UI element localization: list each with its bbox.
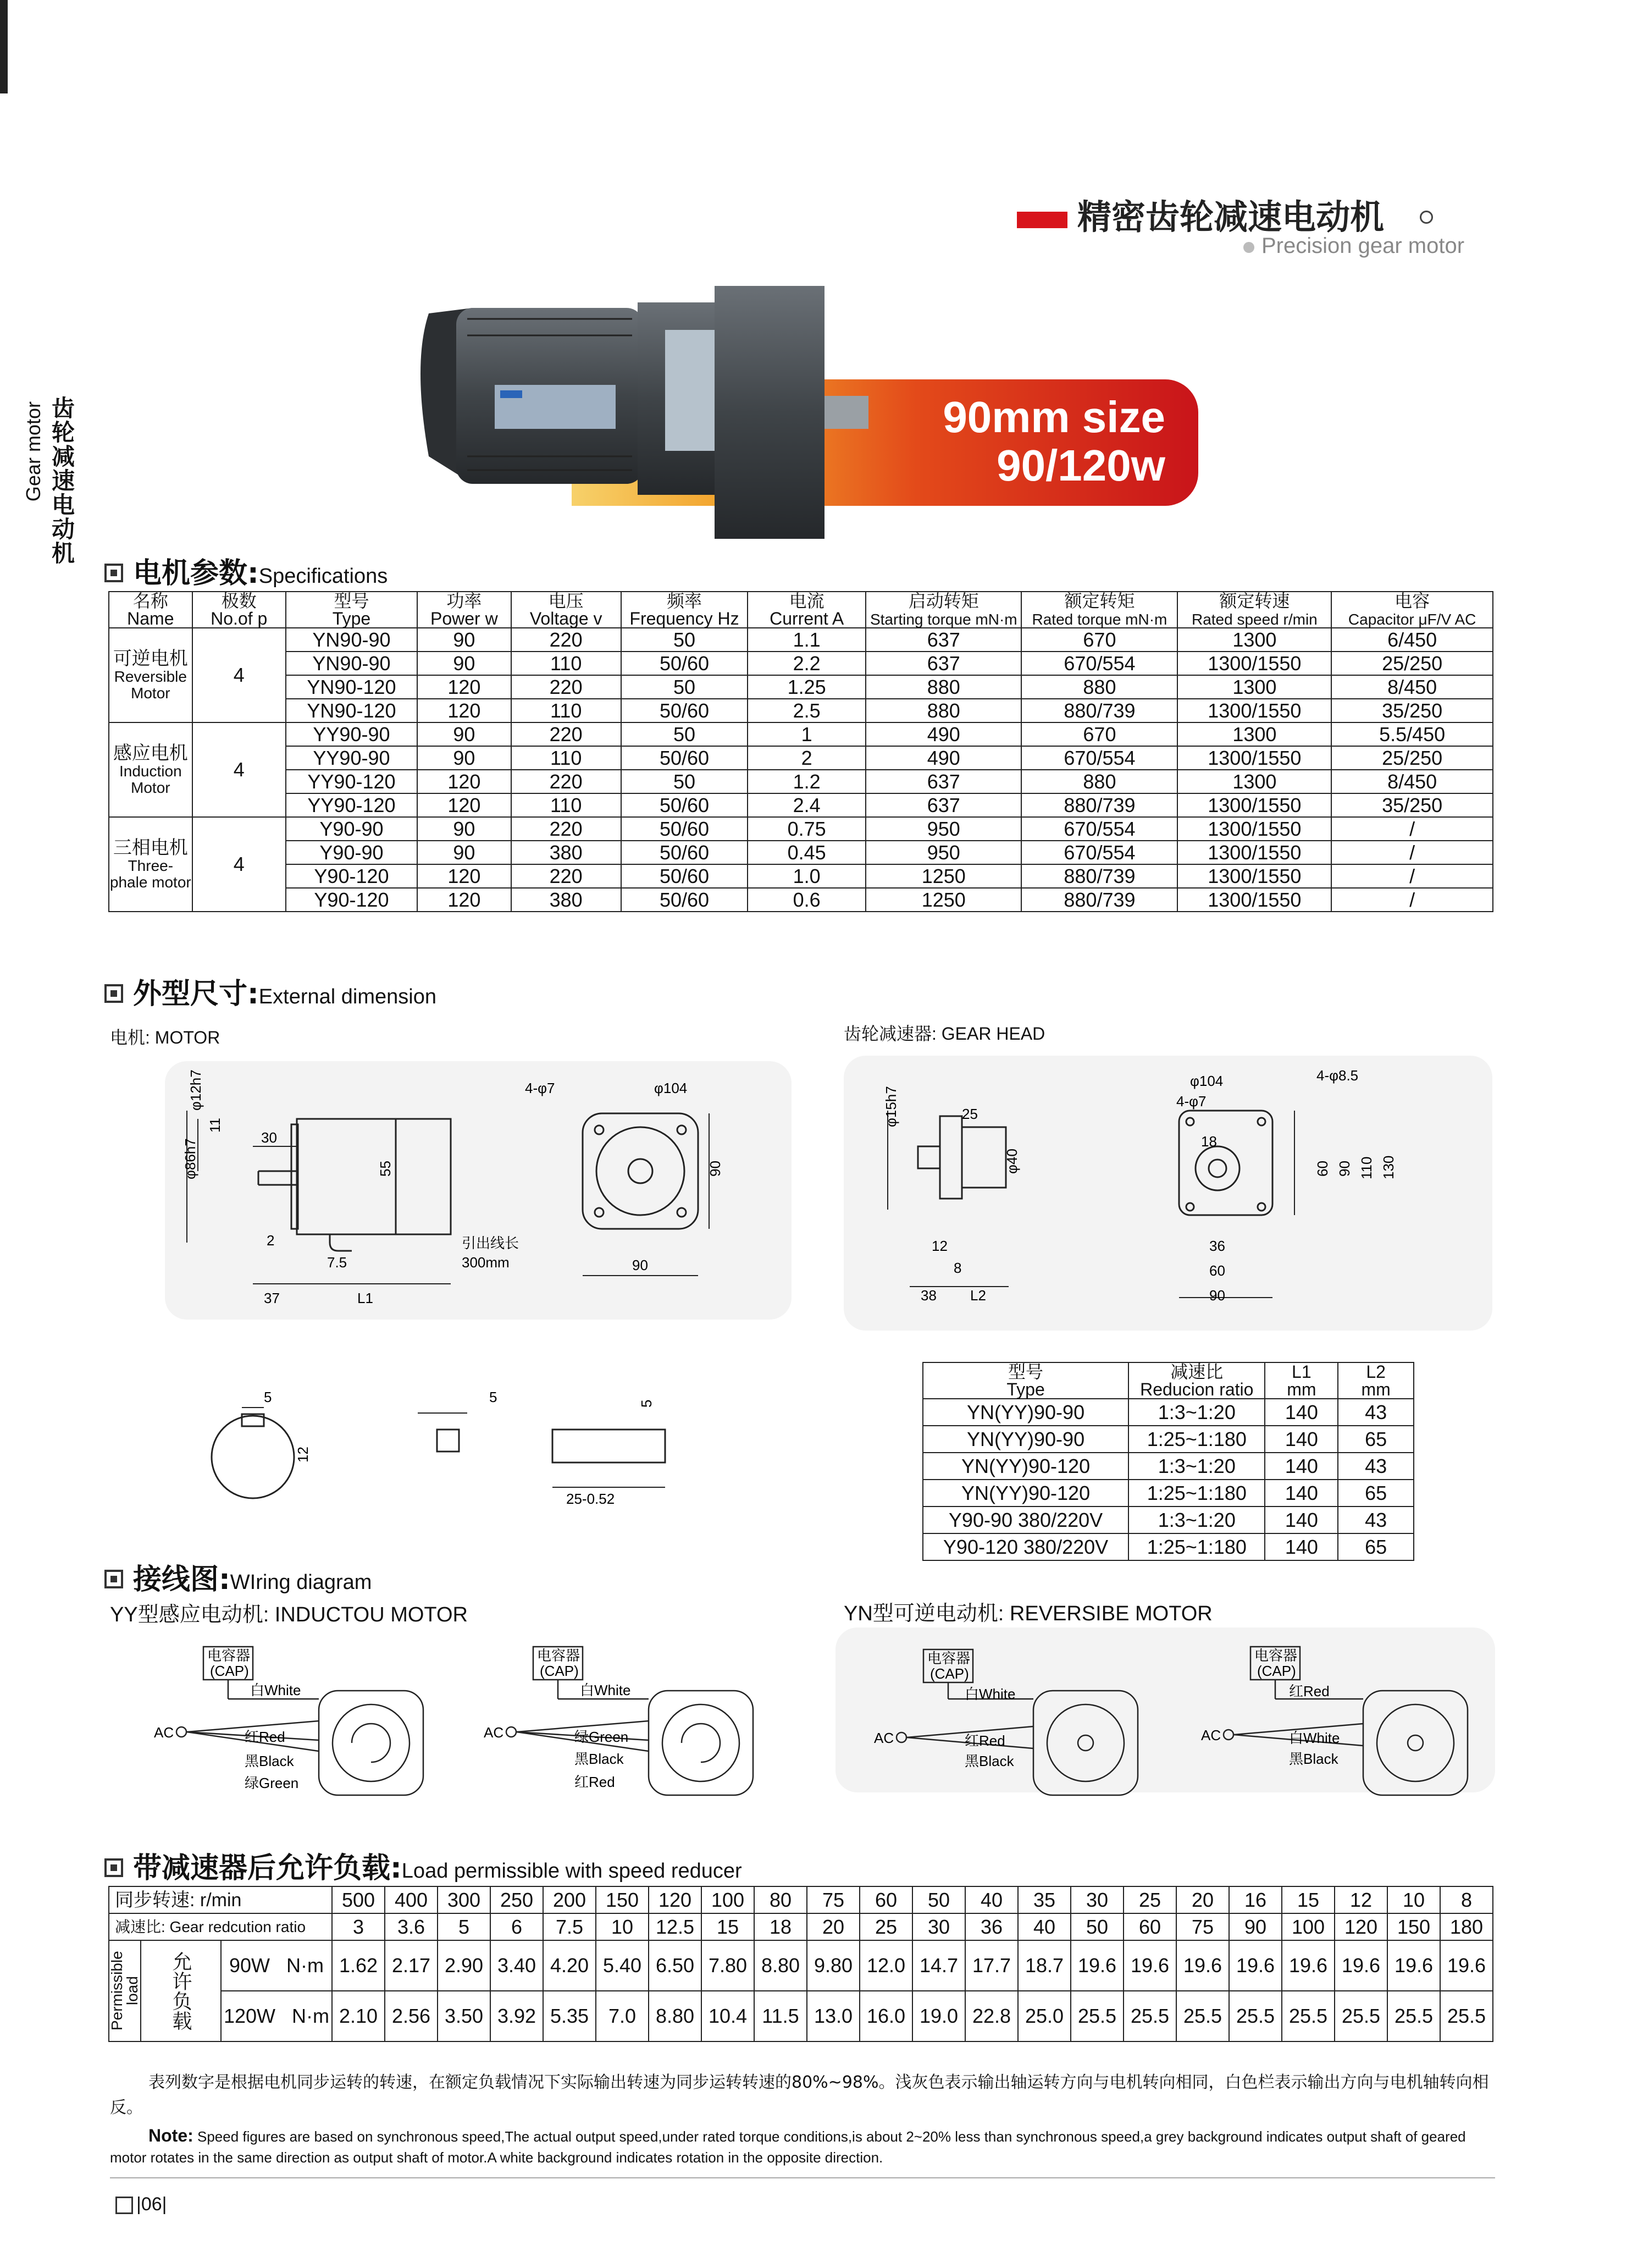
load-cell: 8.80: [754, 1940, 807, 1991]
wire-label: 白White: [1289, 1730, 1340, 1746]
ratio-cell: 90: [1229, 1913, 1282, 1940]
ratio-cell: 50: [1071, 1913, 1124, 1940]
spec-header-type: 型号 Type: [286, 592, 417, 628]
speed-cell: 15: [1282, 1886, 1335, 1913]
ratio-cell: 40: [1018, 1913, 1071, 1940]
spec-header-power: 功率 Power w: [417, 592, 511, 628]
ac-label: AC: [1201, 1727, 1221, 1743]
ratio-header-L1: L1 mm: [1265, 1362, 1338, 1399]
group-poles: 4: [192, 817, 286, 912]
section-bullet-icon: [104, 1858, 123, 1877]
speed-cell: 30: [1071, 1886, 1124, 1913]
mark-L1: L1: [357, 1290, 373, 1306]
table-row: YN(YY)90-120 1:3~1:20 140 43: [923, 1453, 1414, 1480]
section-external-dimension: [104, 970, 436, 1012]
note-en-block: [110, 2125, 1501, 2168]
spec-header-poles: 极数 No.of p: [192, 592, 286, 628]
load-cell: 8.80: [649, 1991, 701, 2041]
speed-cell: 250: [490, 1886, 543, 1913]
ac-label: AC: [154, 1724, 174, 1741]
table-row: Y90-120 380/220V 1:25~1:180 140 65: [923, 1533, 1414, 1560]
table-row: 感应电机 Induction Motor 4 YY90-90 90 220 50 1 490 670 1300 5.5/450: [109, 722, 1493, 746]
mark-hole: 4-φ7: [525, 1080, 555, 1096]
group-three-phase: 三相电机 Three-phale motor: [109, 817, 192, 912]
wire-label: 黑Black: [574, 1751, 624, 1767]
section-title-en: External dimension: [258, 985, 436, 1008]
ratio-header-type: 型号 Type: [923, 1362, 1128, 1399]
load-cell: 11.5: [754, 1991, 807, 2041]
note-zh: 表列数字是根据电机同步运转的转速，在额定负载情况下实际输出转速为同步运转转速的80%~98%。浅灰色表示输出轴运转方向与电机转向相同，白色栏表示输出方向与电机轴转向相反。: [110, 2073, 1489, 2117]
ratio-cell: 15: [701, 1913, 754, 1940]
section-bullet-icon: [104, 984, 123, 1003]
mark-25: 25: [962, 1106, 978, 1122]
yn-motor-title: YN型可逆电动机: REVERSIBE MOTOR: [844, 1602, 1213, 1625]
load-row-120w: [109, 1991, 1493, 2041]
mark-11: 11: [207, 1118, 223, 1133]
speed-cell: 60: [860, 1886, 912, 1913]
side-label-en: Gear motor: [22, 401, 45, 502]
speed-cell: 200: [543, 1886, 596, 1913]
wire-label: 红Red: [1289, 1683, 1330, 1699]
section-title-en: Specifications: [258, 565, 388, 588]
banner-size: 90mm size: [943, 393, 1165, 442]
speed-cell: 75: [807, 1886, 860, 1913]
header-title-en: Precision gear motor: [1261, 234, 1465, 258]
load-cell: 22.8: [965, 1991, 1018, 2041]
speed-row: [109, 1886, 1493, 1913]
spec-header-capacitor: 电容 Capacitor μF/V AC: [1331, 592, 1493, 628]
section-wiring-diagram: [104, 1556, 372, 1597]
ratio-cell: 20: [807, 1913, 860, 1940]
speed-cell: 80: [754, 1886, 807, 1913]
side-label-zh: 齿轮减速电动机: [48, 396, 75, 565]
footer-divider: [110, 2177, 1495, 2178]
table-row: YN(YY)90-90 1:25~1:180 140 65: [923, 1426, 1414, 1453]
page-edge-mark: [0, 0, 8, 93]
load-cell: 17.7: [965, 1940, 1018, 1991]
wire-label: 黑Black: [965, 1753, 1014, 1769]
load-cell: 2.17: [385, 1940, 438, 1991]
mark-18: 18: [1201, 1133, 1217, 1150]
mark-key-25: 25-0.52: [566, 1491, 615, 1507]
load-cell: 19.6: [1124, 1940, 1176, 1991]
mark-30: 30: [261, 1129, 277, 1146]
section-title-en: WIring diagram: [230, 1571, 372, 1594]
speed-cell: 10: [1387, 1886, 1440, 1913]
spec-header-rated-speed: 额定转速 Rated speed r/min: [1177, 592, 1331, 628]
spec-header-current: 电流 Current A: [748, 592, 866, 628]
ac-label: AC: [874, 1730, 894, 1746]
speed-cell: 150: [596, 1886, 649, 1913]
ratio-cell: 100: [1282, 1913, 1335, 1940]
load-cell: 19.6: [1071, 1940, 1124, 1991]
wire-label: 红Red: [965, 1732, 1005, 1749]
gear-motor-photo: [407, 275, 868, 561]
ratio-cell: 60: [1124, 1913, 1176, 1940]
speed-cell: 16: [1229, 1886, 1282, 1913]
mark-key-12: 12: [295, 1447, 311, 1463]
table-row: YY90-120 120 110 50/60 2.4 637 880/739 1300/1550 35/250: [109, 793, 1493, 817]
load-cell: 2.56: [385, 1991, 438, 2041]
speed-cell: 12: [1335, 1886, 1387, 1913]
load-cell: 25.5: [1335, 1991, 1387, 2041]
header-accent-bar: [1017, 212, 1067, 228]
ratio-cell: 3.6: [385, 1913, 438, 1940]
mark-38: 38: [921, 1287, 937, 1304]
cap-label-en: (CAP): [1257, 1663, 1296, 1679]
section-bullet-icon: [104, 564, 123, 582]
note-en-label: Note:: [148, 2126, 193, 2145]
table-row: YN90-120 120 110 50/60 2.5 880 880/739 1300/1550 35/250: [109, 699, 1493, 722]
table-row: Y90-90 90 380 50/60 0.45 950 670/554 1300/1550 /: [109, 841, 1493, 864]
ratio-cell: 75: [1176, 1913, 1229, 1940]
section-title-zh: 接线图:: [133, 1563, 230, 1596]
ratio-cell: 30: [912, 1913, 965, 1940]
cap-label-zh: 电容器: [1254, 1647, 1298, 1664]
load-cell: 25.5: [1440, 1991, 1493, 2041]
load-cell: 4.20: [543, 1940, 596, 1991]
mark-hole-8-5: 4-φ8.5: [1316, 1067, 1359, 1084]
load-cell: 19.6: [1282, 1940, 1335, 1991]
table-row: 三相电机 Three-phale motor 4 Y90-90 90 220 50/60 0.75 950 670/554 1300/1550 /: [109, 817, 1493, 841]
load-power-label: 90W N·m: [221, 1940, 332, 1991]
load-cell: 25.5: [1071, 1991, 1124, 2041]
spec-header-row: [109, 592, 1493, 628]
speed-cell: 400: [385, 1886, 438, 1913]
load-cell: 5.40: [596, 1940, 649, 1991]
ratio-header-ratio: 减速比 Reducion ratio: [1128, 1362, 1265, 1399]
speed-label: 同步转速: r/min: [109, 1886, 332, 1913]
cap-label-en: (CAP): [930, 1665, 969, 1682]
mark-key-5c: 5: [638, 1399, 655, 1408]
mark-lead: 引出线长: [462, 1235, 519, 1251]
header-circle-icon: [1420, 211, 1433, 224]
ratio-cell: 36: [965, 1913, 1018, 1940]
mark-key-5: 5: [264, 1389, 272, 1405]
wiring-diagrams: [154, 1638, 1490, 1803]
ratio-cell: 12.5: [649, 1913, 701, 1940]
ratio-cell: 5: [438, 1913, 490, 1940]
section-title-zh: 电机参数:: [133, 557, 259, 590]
load-cell: 10.4: [701, 1991, 754, 2041]
load-cell: 2.90: [438, 1940, 490, 1991]
load-cell: 7.0: [596, 1991, 649, 2041]
cap-label-zh: 电容器: [927, 1650, 971, 1666]
ratio-cell: 18: [754, 1913, 807, 1940]
load-cell: 16.0: [860, 1991, 912, 2041]
section-bullet-icon: [104, 1570, 123, 1588]
mark-2: 2: [267, 1232, 275, 1249]
load-cell: 2.10: [332, 1991, 385, 2041]
mark-hole-7: 4-φ7: [1176, 1093, 1207, 1110]
load-cell: 14.7: [912, 1940, 965, 1991]
table-row: Y90-90 380/220V 1:3~1:20 140 43: [923, 1507, 1414, 1533]
load-cell: 19.6: [1229, 1940, 1282, 1991]
mark-55: 55: [377, 1161, 394, 1177]
ratio-cell: 180: [1440, 1913, 1493, 1940]
mark-phi40: φ40: [1004, 1149, 1020, 1174]
load-cell: 18.7: [1018, 1940, 1071, 1991]
load-cell: 3.50: [438, 1991, 490, 2041]
speed-cell: 25: [1124, 1886, 1176, 1913]
mark-60: 60: [1314, 1161, 1331, 1177]
mark-37: 37: [264, 1290, 280, 1306]
ratio-table: [922, 1362, 1414, 1561]
cap-label-en: (CAP): [540, 1663, 579, 1679]
load-cell: 19.0: [912, 1991, 965, 2041]
spec-header-voltage: 电压 Voltage v: [511, 592, 621, 628]
speed-cell: 40: [965, 1886, 1018, 1913]
wire-label: 白White: [965, 1686, 1016, 1702]
page-icon: [115, 2197, 133, 2214]
ratio-cell: 120: [1335, 1913, 1387, 1940]
table-row: YY90-120 120 220 50 1.2 637 880 1300 8/450: [109, 770, 1493, 793]
gear-head-dimension-drawing: [844, 1056, 1492, 1331]
load-cell: 13.0: [807, 1991, 860, 2041]
mark-60b: 60: [1209, 1262, 1225, 1279]
table-row: YN(YY)90-120 1:25~1:180 140 65: [923, 1480, 1414, 1507]
header-title-zh: 精密齿轮减速电动机: [1077, 197, 1385, 237]
spec-table: [108, 591, 1493, 912]
mark-lead-length: 300mm: [462, 1254, 510, 1271]
speed-cell: 20: [1176, 1886, 1229, 1913]
section-title-zh: 带减速器后允许负载:: [133, 1852, 402, 1885]
load-cell: 25.5: [1282, 1991, 1335, 2041]
table-row: YN(YY)90-90 1:3~1:20 140 43: [923, 1399, 1414, 1426]
group-reversible: 可逆电机 Reversible Motor: [109, 628, 192, 722]
wire-label: 绿Green: [245, 1775, 299, 1791]
load-power-label: 120W N·m: [221, 1991, 332, 2041]
load-cell: 3.92: [490, 1991, 543, 2041]
ratio-cell: 7.5: [543, 1913, 596, 1940]
mark-phi86h7: φ86h7: [182, 1138, 198, 1179]
mark-8: 8: [954, 1260, 962, 1276]
cap-label-en: (CAP): [210, 1663, 249, 1679]
note-en: Speed figures are based on synchronous speed,The actual output speed,under rated torque conditions,is about 2~20% less than synchronous speed,a grey background indicates output shaft of geared motor rotates in the same direction as output shaft of motor.A white background indicates rotation in the opposite direction.: [110, 2128, 1466, 2166]
load-cell: 7.80: [701, 1940, 754, 1991]
size-banner-text: [857, 393, 1165, 490]
cap-label-zh: 电容器: [207, 1647, 251, 1664]
speed-cell: 35: [1018, 1886, 1071, 1913]
speed-cell: 120: [649, 1886, 701, 1913]
load-cell: 25.5: [1176, 1991, 1229, 2041]
table-row: 可逆电机 Reversible Motor 4 YN90-90 90 220 50 1.1 637 670 1300 6/450: [109, 628, 1493, 652]
ratio-header-L2: L2 mm: [1338, 1362, 1414, 1399]
group-induction: 感应电机 Induction Motor: [109, 722, 192, 817]
mark-90-horizontal: 90: [632, 1257, 648, 1273]
permissible-load-label-en: Permissible load: [109, 1940, 141, 2041]
wire-label: 绿Green: [574, 1729, 629, 1745]
load-cell: 3.40: [490, 1940, 543, 1991]
spec-header-starting-torque: 启动转矩 Starting torque mN·m: [866, 592, 1021, 628]
spec-header-frequency: 频率 Frequency Hz: [621, 592, 748, 628]
wire-label: 黑Black: [1289, 1751, 1338, 1767]
mark-phi104: φ104: [1190, 1073, 1224, 1089]
ac-label: AC: [484, 1724, 504, 1741]
mark-7-5: 7.5: [327, 1254, 347, 1271]
mark-130: 130: [1380, 1155, 1397, 1179]
wire-label: 红Red: [574, 1774, 615, 1790]
mark-L2: L2: [970, 1287, 986, 1304]
shaft-key-drawing: [209, 1375, 676, 1507]
table-row: Y90-120 120 380 50/60 0.6 1250 880/739 1300/1550 /: [109, 888, 1493, 912]
speed-cell: 8: [1440, 1886, 1493, 1913]
mark-110: 110: [1358, 1156, 1375, 1179]
gear-ratio-label: 减速比: Gear redcution ratio: [109, 1913, 332, 1940]
spec-header-rated-torque: 额定转矩 Rated torque mN·m: [1021, 592, 1177, 628]
load-cell: 9.80: [807, 1940, 860, 1991]
section-title-zh: 外型尺寸:: [133, 978, 259, 1011]
table-row: Y90-120 120 220 50/60 1.0 1250 880/739 1300/1550 /: [109, 864, 1493, 888]
load-row-90w: [109, 1940, 1493, 1991]
cap-label-zh: 电容器: [537, 1647, 580, 1664]
motor-label: 电机: MOTOR: [110, 1028, 220, 1047]
mark-phi12h7: φ12h7: [187, 1069, 204, 1111]
spec-header-name: 名称 Name: [109, 592, 192, 628]
wire-label: 红Red: [245, 1729, 285, 1745]
bullet-icon: [1243, 242, 1254, 253]
mark-key-5b: 5: [489, 1389, 497, 1405]
speed-cell: 300: [438, 1886, 490, 1913]
load-cell: 25.0: [1018, 1991, 1071, 2041]
mark-90b: 90: [1209, 1287, 1225, 1304]
mark-36: 36: [1209, 1238, 1225, 1254]
ratio-header-row: [923, 1362, 1414, 1399]
mark-90: 90: [1336, 1161, 1353, 1177]
wire-label: 黑Black: [245, 1753, 294, 1769]
mark-12: 12: [932, 1238, 948, 1254]
load-cell: 25.5: [1387, 1991, 1440, 2041]
table-row: YN90-120 120 220 50 1.25 880 880 1300 8/450: [109, 675, 1493, 699]
yy-motor-title: YY型感应电动机: INDUCTOU MOTOR: [110, 1603, 468, 1626]
mark-90-vertical: 90: [707, 1161, 723, 1177]
wire-label: 白White: [250, 1682, 301, 1698]
speed-cell: 500: [332, 1886, 385, 1913]
banner-power: 90/120w: [997, 441, 1165, 490]
load-cell: 19.6: [1176, 1940, 1229, 1991]
group-poles: 4: [192, 628, 286, 722]
section-specifications: [104, 550, 388, 591]
wire-label: 白White: [580, 1682, 631, 1698]
ratio-cell: 25: [860, 1913, 912, 1940]
load-cell: 19.6: [1387, 1940, 1440, 1991]
permissible-load-label-zh: 允许负载: [141, 1940, 221, 2041]
load-cell: 5.35: [543, 1991, 596, 2041]
section-load-permissible: [104, 1845, 742, 1886]
load-cell: 25.5: [1229, 1991, 1282, 2041]
gear-head-label: 齿轮减速器: GEAR HEAD: [844, 1024, 1045, 1044]
section-title-en: Load permissible with speed reducer: [401, 1859, 742, 1883]
ratio-cell: 6: [490, 1913, 543, 1940]
ratio-cell: 3: [332, 1913, 385, 1940]
load-cell: 12.0: [860, 1940, 912, 1991]
table-row: YY90-90 90 110 50/60 2 490 670/554 1300/1550 25/250: [109, 746, 1493, 770]
mark-phi104: φ104: [654, 1080, 688, 1096]
page-number: |06|: [115, 2194, 167, 2215]
table-row: YN90-90 90 110 50/60 2.2 637 670/554 1300/1550 25/250: [109, 652, 1493, 675]
speed-cell: 50: [912, 1886, 965, 1913]
load-table: [108, 1886, 1493, 2042]
mark-phi15h7: φ15h7: [883, 1086, 899, 1127]
ratio-cell: 150: [1387, 1913, 1440, 1940]
motor-dimension-drawing: [165, 1061, 792, 1320]
load-cell: 1.62: [332, 1940, 385, 1991]
speed-cell: 100: [701, 1886, 754, 1913]
load-cell: 6.50: [649, 1940, 701, 1991]
load-cell: 19.6: [1335, 1940, 1387, 1991]
group-poles: 4: [192, 722, 286, 817]
load-cell: 25.5: [1124, 1991, 1176, 2041]
gear-ratio-row: [109, 1913, 1493, 1940]
ratio-cell: 10: [596, 1913, 649, 1940]
load-cell: 19.6: [1440, 1940, 1493, 1991]
